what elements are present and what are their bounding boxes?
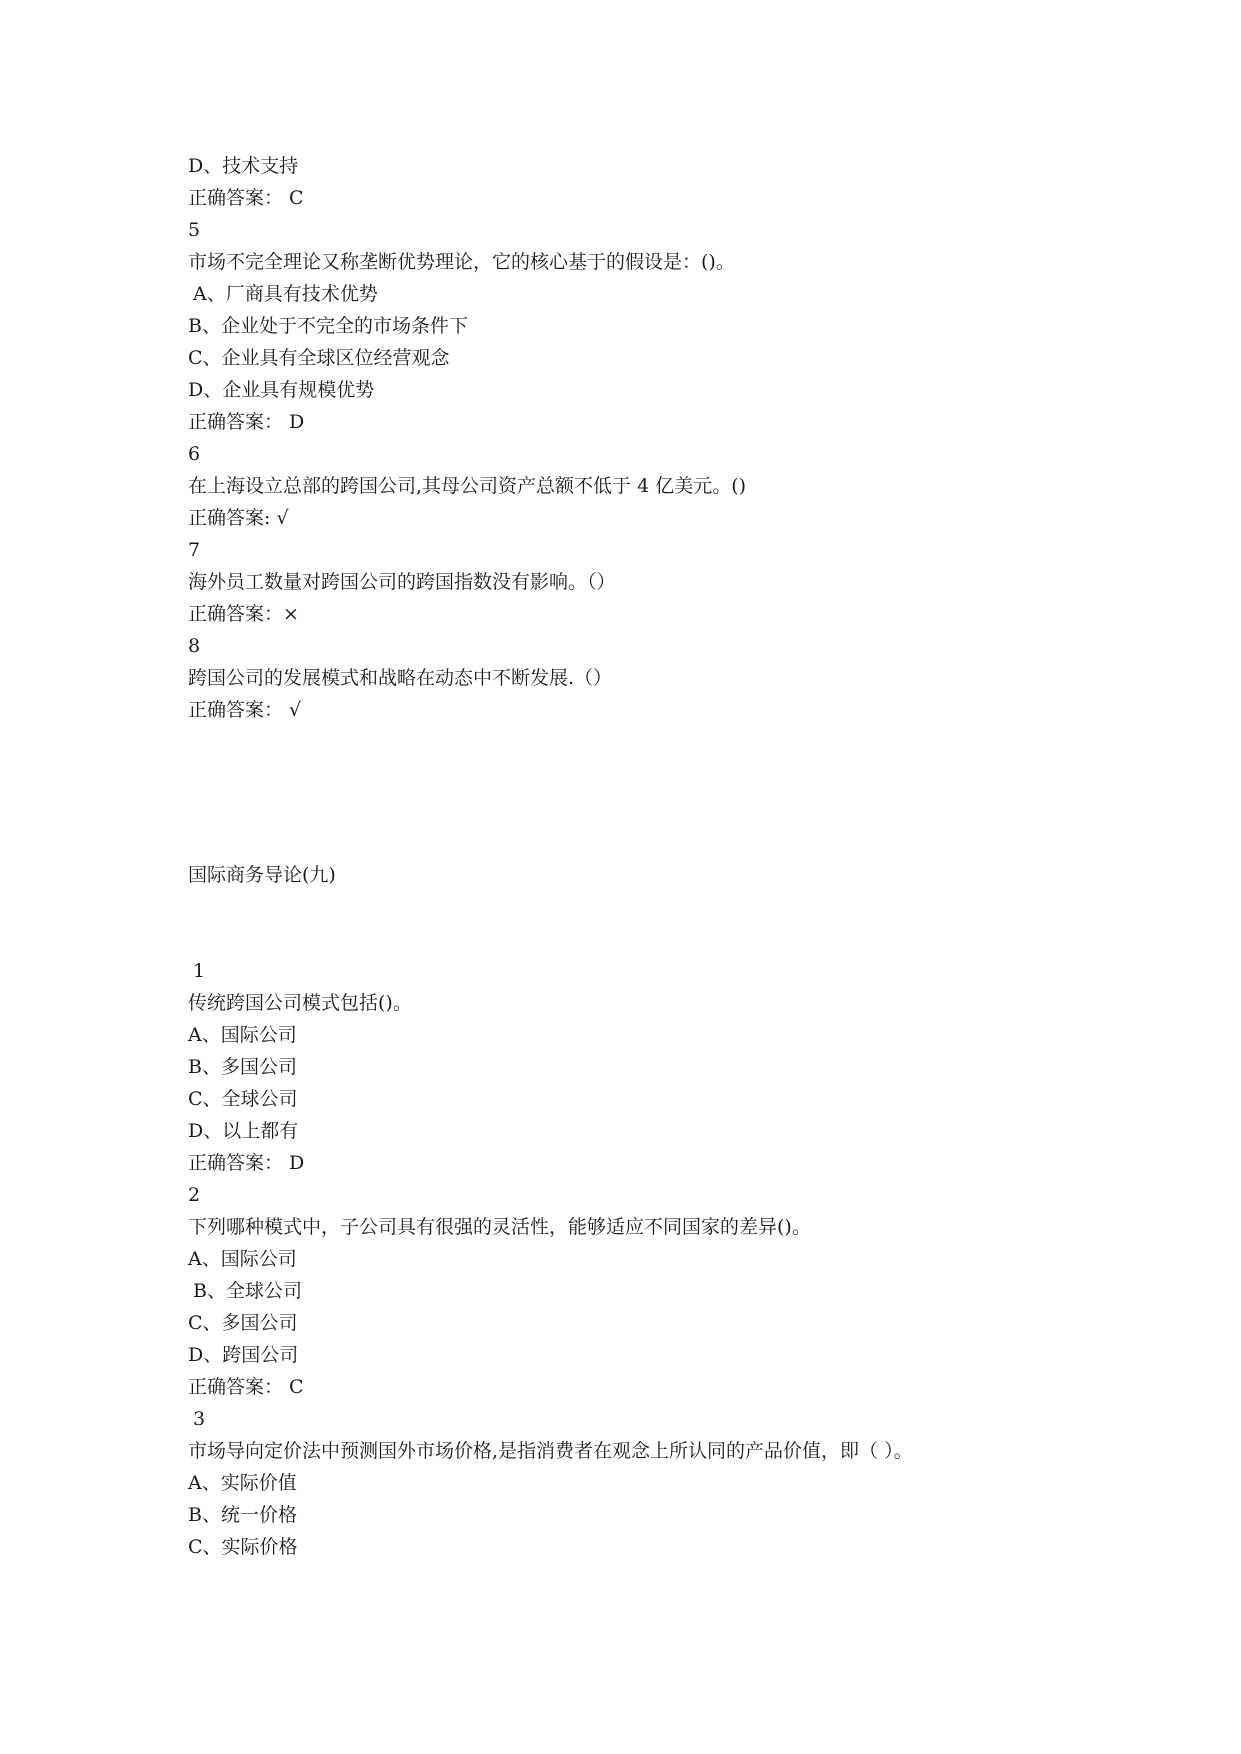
q4-option-d: D、技术支持 — [188, 155, 299, 177]
q3-text: 市场导向定价法中预测国外市场价格,是指消费者在观念上所认同的产品价值，即（ ）。 — [188, 1440, 913, 1462]
q2-option-c: C、多国公司 — [188, 1312, 298, 1334]
q4-answer: 正确答案： C — [188, 187, 304, 209]
q1-number: 1 — [193, 960, 206, 982]
q1-option-c: C、全球公司 — [188, 1088, 298, 1110]
q5-text: 市场不完全理论又称垄断优势理论，它的核心基于的假设是：()。 — [188, 251, 735, 273]
q5-answer: 正确答案： D — [188, 411, 305, 433]
q7-answer: 正确答案：× — [188, 603, 299, 625]
q3-option-c: C、实际价格 — [188, 1536, 298, 1558]
q3-option-a: A、实际价值 — [188, 1472, 297, 1494]
q2-answer: 正确答案： C — [188, 1376, 304, 1398]
q5-option-b: B、企业处于不完全的市场条件下 — [188, 315, 468, 337]
q8-answer: 正确答案： √ — [188, 699, 302, 721]
q1-option-b: B、多国公司 — [188, 1056, 297, 1078]
q6-text: 在上海设立总部的跨国公司,其母公司资产总额不低于 4 亿美元。() — [188, 475, 747, 497]
q5-option-a: A、厂商具有技术优势 — [193, 283, 378, 305]
q8-text: 跨国公司的发展模式和战略在动态中不断发展.（） — [188, 667, 613, 689]
q1-answer: 正确答案： D — [188, 1152, 305, 1174]
section-title: 国际商务导论(九) — [188, 864, 336, 886]
q1-text: 传统跨国公司模式包括()。 — [188, 992, 412, 1014]
q2-option-a: A、国际公司 — [188, 1248, 297, 1270]
q1-option-a: A、国际公司 — [188, 1024, 297, 1046]
q5-option-d: D、企业具有规模优势 — [188, 379, 375, 401]
q1-option-d: D、以上都有 — [188, 1120, 299, 1142]
q6-number: 6 — [188, 443, 201, 465]
q2-number: 2 — [188, 1184, 201, 1206]
q3-option-b: B、统一价格 — [188, 1504, 297, 1526]
q8-number: 8 — [188, 635, 201, 657]
q3-number: 3 — [193, 1408, 206, 1430]
q5-number: 5 — [188, 219, 201, 241]
q7-number: 7 — [188, 539, 201, 561]
q5-option-c: C、企业具有全球区位经营观念 — [188, 347, 450, 369]
q7-text: 海外员工数量对跨国公司的跨国指数没有影响。（） — [188, 571, 616, 593]
q2-option-d: D、跨国公司 — [188, 1344, 299, 1366]
q2-text: 下列哪种模式中，子公司具有很强的灵活性，能够适应不同国家的差异()。 — [188, 1216, 811, 1238]
q6-answer: 正确答案: √ — [188, 507, 289, 529]
q2-option-b: B、全球公司 — [193, 1280, 302, 1302]
